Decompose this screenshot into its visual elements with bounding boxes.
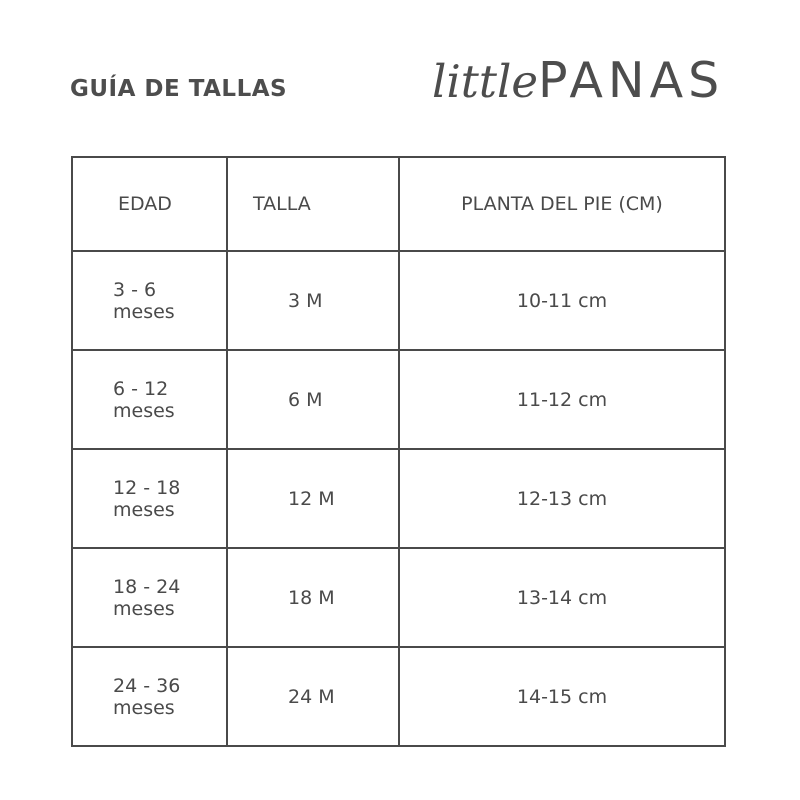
foot-length-cell: 10-11 cm <box>399 251 725 350</box>
size-cell: 24 M <box>227 647 399 746</box>
table-header-row <box>72 157 725 251</box>
age-range: 6 - 12 <box>113 377 169 400</box>
logo-caps-text: PANAS <box>537 52 725 109</box>
age-cell <box>72 548 227 647</box>
column-header-age: EDAD <box>72 157 227 251</box>
size-cell: 18 M <box>227 548 399 647</box>
column-header-size: TALLA <box>227 157 399 251</box>
age-unit: meses <box>113 300 175 323</box>
foot-length-cell: 11-12 cm <box>399 350 725 449</box>
age-unit: meses <box>113 696 175 719</box>
age-cell <box>72 449 227 548</box>
foot-length-cell: 13-14 cm <box>399 548 725 647</box>
age-cell <box>72 350 227 449</box>
age-range: 24 - 36 <box>113 674 181 697</box>
age-cell <box>72 647 227 746</box>
page-title: GUÍA DE TALLAS <box>70 76 288 102</box>
size-guide-table <box>71 156 726 747</box>
foot-length-cell: 14-15 cm <box>399 647 725 746</box>
brand-logo <box>432 52 725 109</box>
age-unit: meses <box>113 498 175 521</box>
table-row <box>72 350 725 449</box>
table-row <box>72 449 725 548</box>
size-cell: 3 M <box>227 251 399 350</box>
foot-length-cell: 12-13 cm <box>399 449 725 548</box>
age-range: 18 - 24 <box>113 575 181 598</box>
column-header-foot-length: PLANTA DEL PIE (CM) <box>399 157 725 251</box>
size-cell: 6 M <box>227 350 399 449</box>
table-row <box>72 647 725 746</box>
age-unit: meses <box>113 597 175 620</box>
age-unit: meses <box>113 399 175 422</box>
table-row <box>72 251 725 350</box>
table-row <box>72 548 725 647</box>
age-range: 3 - 6 <box>113 278 157 301</box>
size-cell: 12 M <box>227 449 399 548</box>
age-range: 12 - 18 <box>113 476 181 499</box>
age-cell <box>72 251 227 350</box>
logo-script-text: little <box>432 55 538 108</box>
